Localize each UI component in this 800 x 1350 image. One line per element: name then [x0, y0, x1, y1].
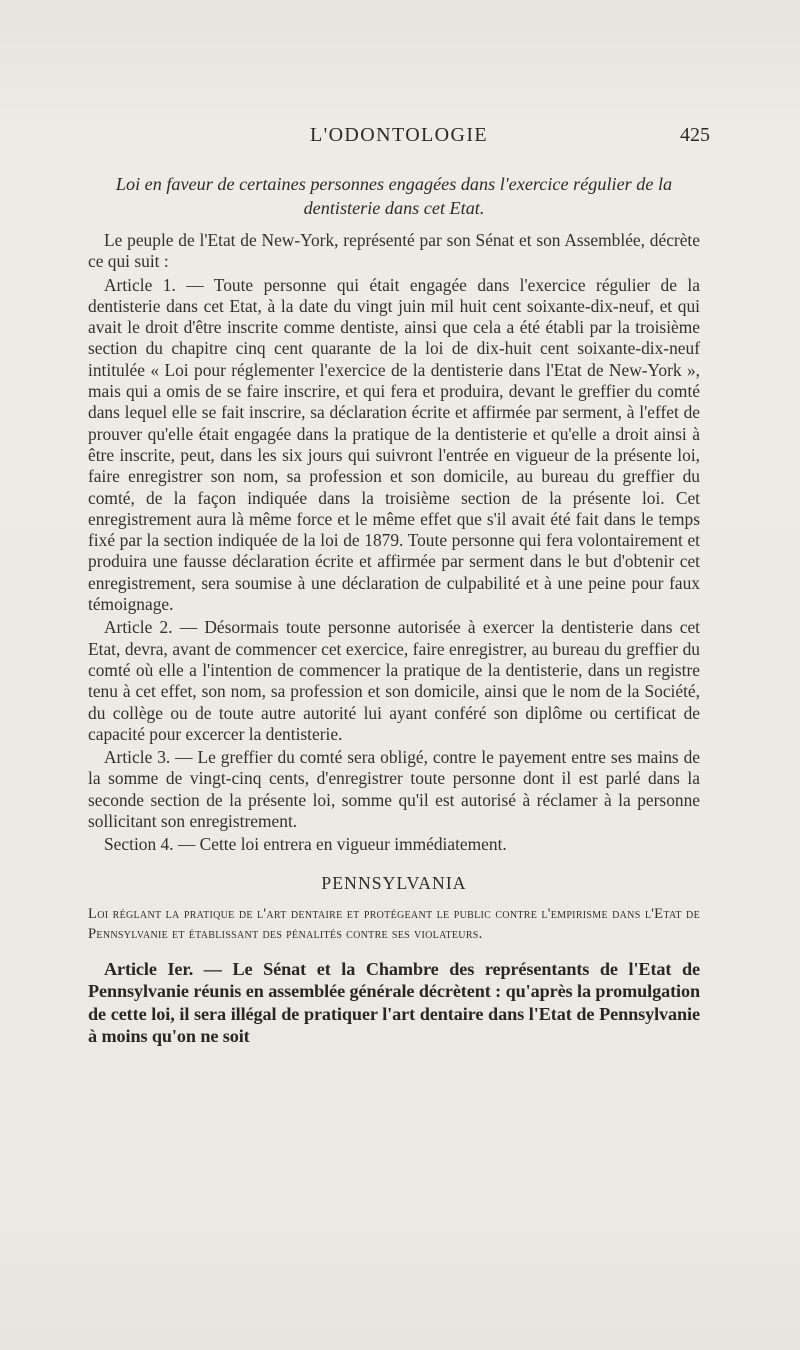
- law-title: Loi en faveur de certaines personnes engagées dans l'exercice régulier de la dentisterie dans cet Etat.: [115, 174, 673, 218]
- section-4-paragraph: Section 4. — Cette loi entrera en vigueur immédiatement.: [104, 834, 507, 855]
- article-2-paragraph: Article 2. — Désormais toute personne autorisée à exercer la dentisterie dans cet Etat, devra, avant de commencer cet exercice, faire enregistrer, au bureau du greffier du comté où elle a l'intention de commencer la pratique de la dentisterie, dans un registre tenu à cet effet, son nom, sa profession et son domicile, ainsi que le nom de la Société, du collège ou de toute autre autorité lui ayant conféré son diplôme ou certificat de capacité pour excercer la dentisterie.: [88, 617, 700, 744]
- page-number: 425: [680, 124, 710, 146]
- pennsylvania-article-1: Article Ier. — Le Sénat et la Chambre des représentants de l'Etat de Pennsylvanie réunis en assemblée générale décrètent : qu'après la promulgation de cette loi, il sera illégal de pratiquer l'art dentaire dans l'Etat de Pennsylvanie à moins qu'on ne soit: [88, 958, 700, 1047]
- article-3-paragraph: Article 3. — Le greffier du comté sera obligé, contre le payement entre ses mains de la somme de vingt-cinq cents, d'enregistrer toute personne dont il est parlé dans la seconde section de la présente loi, somme qu'il est autorisé à réclamer à la personne sollicitant son enregistrement.: [88, 747, 700, 832]
- page-header: [88, 124, 710, 154]
- section-subtitle: Loi réglant la pratique de l'art dentaire et protégeant le public contre l'empirisme dans l'Etat de Pennsylvanie et établissant des pénalités contre ses violateurs.: [88, 905, 700, 942]
- running-title: L'ODONTOLOGIE: [309, 124, 489, 146]
- article-1-paragraph: Article 1. — Toute personne qui était engagée dans l'exercice régulier de la dentisterie dans cet Etat, à la date du vingt juin mil huit cent soixante-dix-neuf, et qui avait le droit d'être inscrite comme dentiste, ainsi que cela a été établi par la troisième section du chapitre cinq cent quarante de la loi de dix-huit cent soixante-dix-neuf intitulée « Loi pour réglementer l'exercice de la dentisterie dans l'Etat de New-York », mais qui a omis de se faire inscrire, et qui fera et produira, devant le greffier du comté dans lequel elle se fait inscrire, sa déclaration écrite et affirmée par serment, à l'effet de prouver qu'elle était engagée dans la pratique de la dentisterie et qu'elle a droit ainsi à être inscrite, peut, dans les six jours qui suivront l'entrée en vigueur de la présente loi, faire enregistrer son nom, sa profession et son domicile, au bureau du greffier du comté, de la façon indiquée dans la troisième section de la présente loi. Cet enregistrement aura là même force et le même effet que s'il avait été fait dans le temps fixé par la section indiquée de la loi de 1879. Toute personne qui fera volontairement et produira une fausse déclaration écrite et affirmée par serment dans le but d'obtenir cet enregistrement, sera soumise à une déclaration de culpabilité et à une peine pour faux témoignage.: [88, 274, 700, 615]
- section-heading: PENNSYLVANIA: [321, 872, 467, 893]
- preamble-paragraph: Le peuple de l'Etat de New-York, représenté par son Sénat et son Assemblée, décrète ce qui suit :: [88, 230, 700, 272]
- text-column: [88, 172, 700, 1048]
